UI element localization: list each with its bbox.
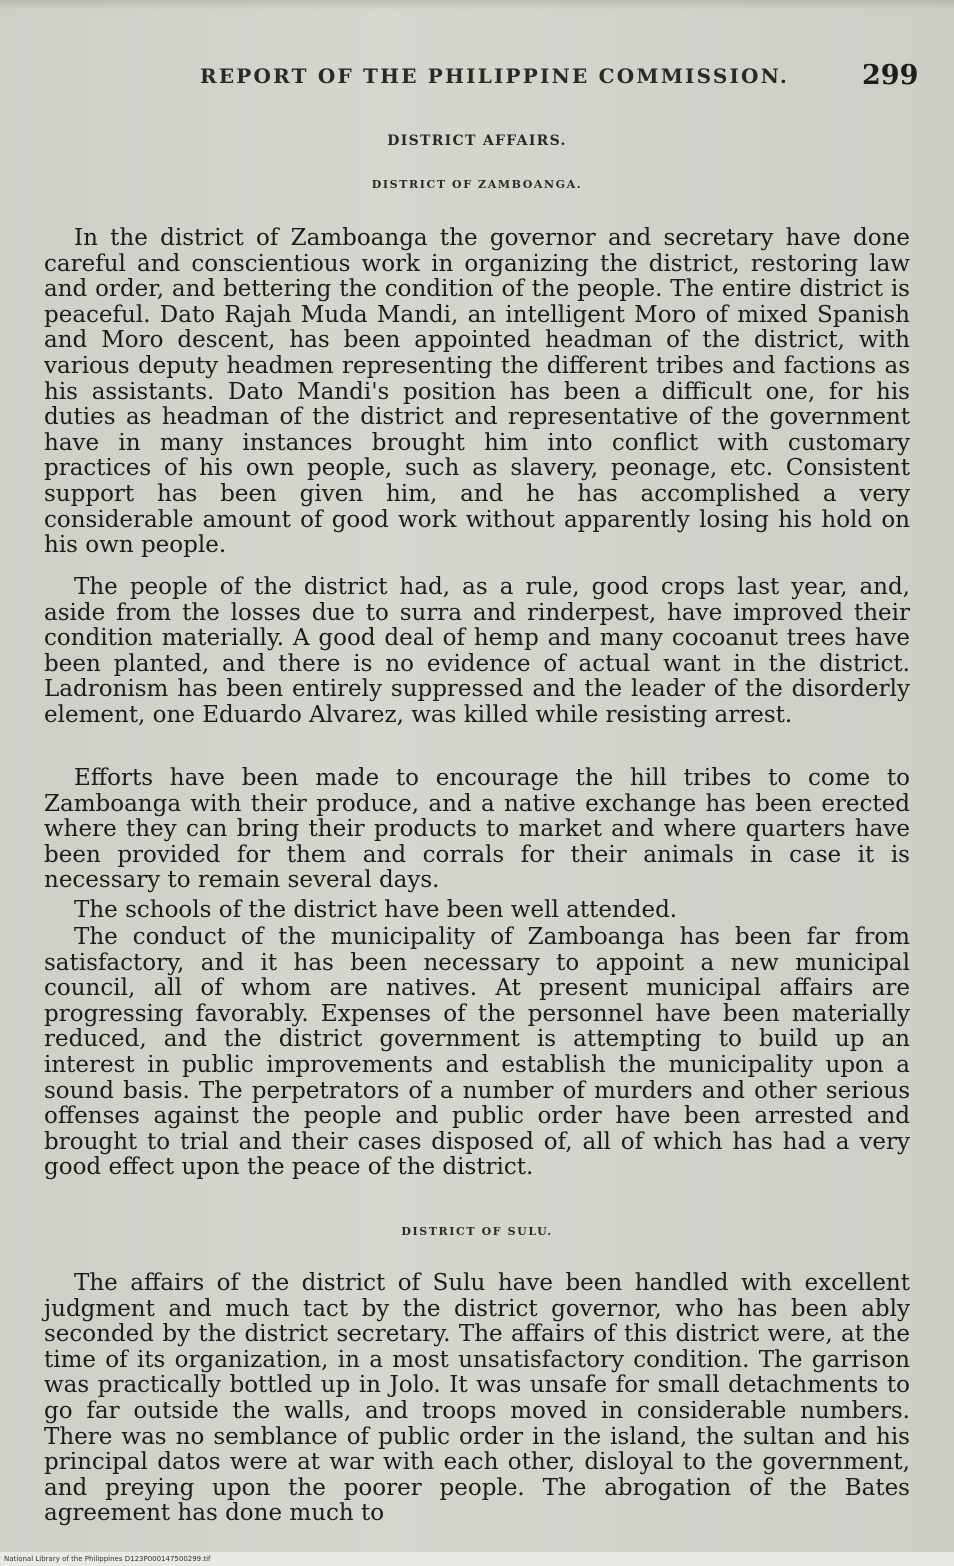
footer-credit: National Library of the Philippines D123P000147500299.tif <box>4 1555 211 1563</box>
page-header <box>0 60 954 100</box>
paragraph-5: The conduct of the municipality of Zamboanga has been far from satisfactory, and it has been necessary to appoint a new municipal council, all of whom are natives. At present municipal affairs are progressing favorably. Expenses of the personnel have been materially reduced, and the district government is attempting to build up an interest in public improvements and establish the municipality upon a sound basis. The perpetrators of a number of murders and other serious offenses against the people and public order have been arrested and brought to trial and their cases disposed of, all of which has had a very good effect upon the peace of the district. <box>44 924 910 1181</box>
subheading-sulu: DISTRICT OF SULU. <box>401 1225 553 1238</box>
paragraph-4: The schools of the district have been well attended. <box>74 897 678 923</box>
running-head: REPORT OF THE PHILIPPINE COMMISSION. <box>200 64 790 88</box>
section-heading: DISTRICT AFFAIRS. <box>387 133 567 149</box>
subheading-zamboanga: DISTRICT OF ZAMBOANGA. <box>371 178 583 191</box>
paragraph-3: Efforts have been made to encourage the hill tribes to come to Zamboanga with their produce, and a native exchange has been erected where they can bring their products to market and where quarters have been provided for them and corrals for their animals in case it is necessary to remain several days. <box>44 765 910 894</box>
page-number: 299 <box>862 60 919 91</box>
paragraph-1: In the district of Zamboanga the governor and secretary have done careful and conscientious work in organizing the district, restoring law and order, and bettering the condition of the people. The entire district is peaceful. Dato Rajah Muda Mandi, an intelligent Moro of mixed Spanish and Moro descent, has been appointed headman of the district, with various deputy headmen representing the different tribes and factions as his assistants. Dato Mandi's position has been a difficult one, for his duties as headman of the district and representative of the government have in many instances brought him into conflict with customary practices of his own people, such as slavery, peonage, etc. Consistent support has been given him, and he has accomplished a very considerable amount of good work without apparently losing his hold on his own people. <box>44 225 910 559</box>
paragraph-6: The affairs of the district of Sulu have been handled with excellent judgment and much tact by the district governor, who has been ably seconded by the district secretary. The affairs of this district were, at the time of its organization, in a most unsatisfactory condition. The garrison was practically bottled up in Jolo. It was unsafe for small detachments to go far outside the walls, and troops moved in considerable numbers. There was no semblance of public order in the island, the sultan and his principal datos were at war with each other, disloyal to the government, and preying upon the poorer people. The abrogation of the Bates agreement has done much to <box>44 1270 910 1527</box>
paragraph-2: The people of the district had, as a rule, good crops last year, and, aside from the losses due to surra and rinderpest, have improved their condition materially. A good deal of hemp and many cocoanut trees have been planted, and there is no evidence of actual want in the district. Ladronism has been entirely suppressed and the leader of the disorderly element, one Eduardo Alvarez, was killed while resisting arrest. <box>44 574 910 728</box>
